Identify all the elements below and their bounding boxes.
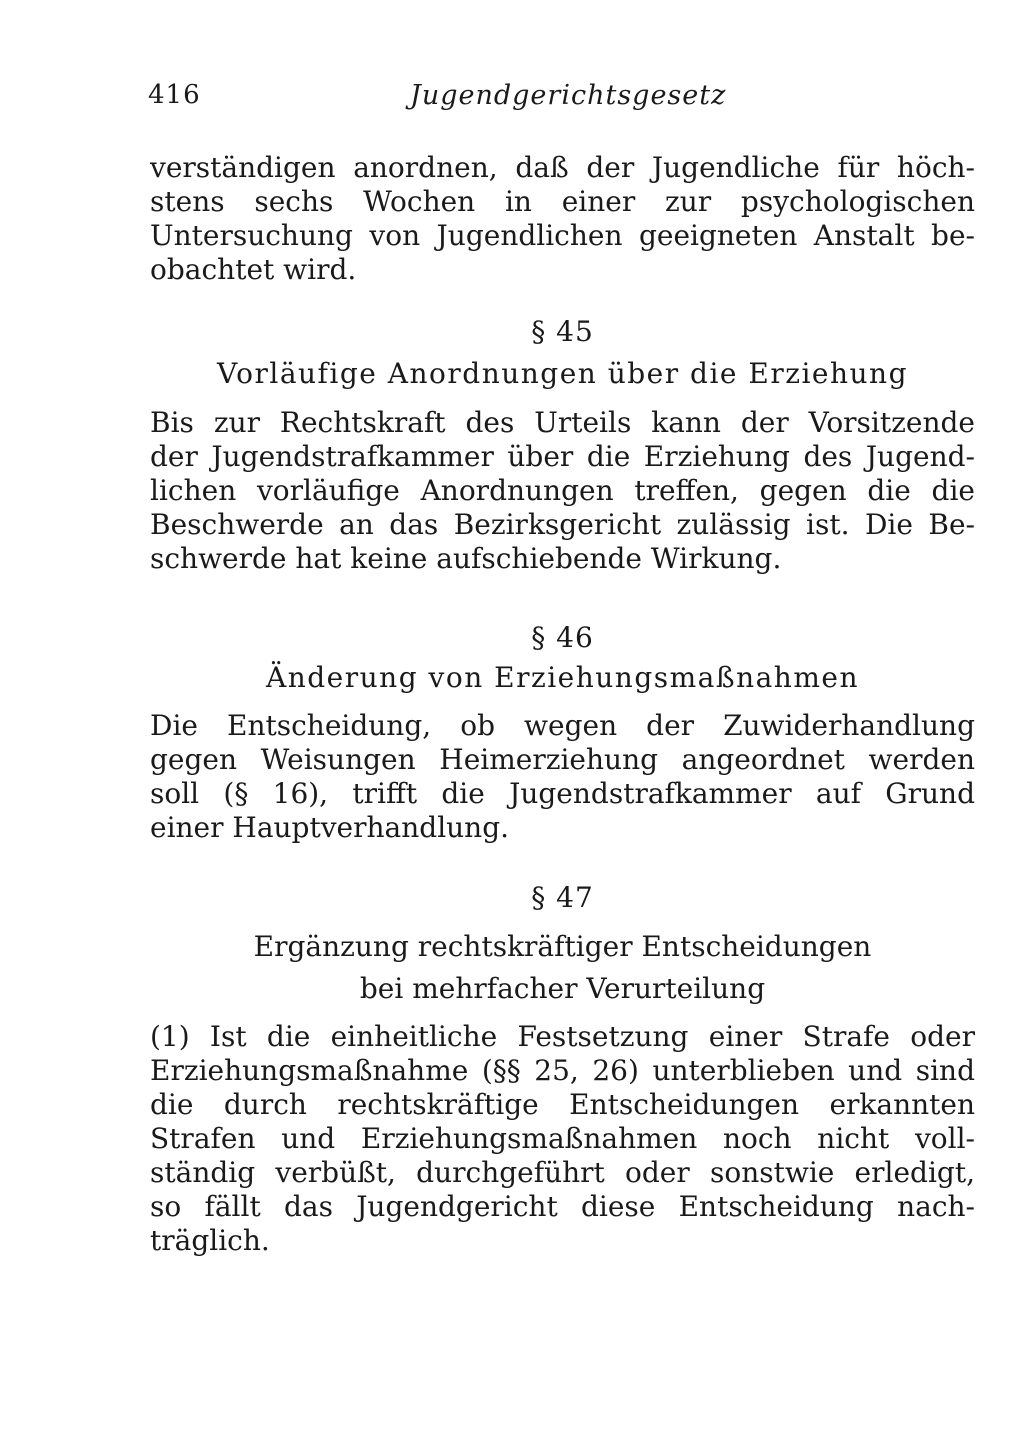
section-heading: Vorläufige Anordnungen über die Erziehung bbox=[216, 357, 909, 390]
paragraph-line: der Jugendstrafkammer über die Erziehung des Jugend- bbox=[150, 440, 975, 473]
section-heading: Änderung von Erziehungsmaßnahmen bbox=[266, 661, 859, 694]
paragraph-line: gegen Weisungen Heimerziehung angeordnet werden bbox=[150, 743, 975, 776]
paragraph-line: Strafen und Erziehungsmaßnahmen noch nicht voll- bbox=[150, 1122, 975, 1155]
running-title: Jugendgerichtsgesetz bbox=[410, 80, 727, 111]
intro-line: verständigen anordnen, daß der Jugendliche für höch- bbox=[150, 151, 975, 184]
paragraph-line: träglich. bbox=[150, 1224, 270, 1257]
paragraph-line: Bis zur Rechtskraft des Urteils kann der Vorsitzende bbox=[150, 406, 975, 439]
page-number: 416 bbox=[148, 80, 201, 110]
section-number: § 47 bbox=[531, 881, 594, 914]
paragraph-line: einer Hauptverhandlung. bbox=[150, 811, 510, 844]
paragraph-line: ständig verbüßt, durchgeführt oder sonstwie erledigt, bbox=[150, 1156, 975, 1189]
intro-line: stens sechs Wochen in einer zur psychologischen bbox=[150, 185, 975, 218]
paragraph-line: so fällt das Jugendgericht diese Entscheidung nach- bbox=[150, 1190, 975, 1223]
paragraph-line: schwerde hat keine aufschiebende Wirkung. bbox=[150, 542, 782, 575]
section-number: § 45 bbox=[531, 315, 594, 348]
paragraph-line: Die Entscheidung, ob wegen der Zuwiderhandlung bbox=[150, 709, 975, 742]
running-head bbox=[148, 80, 978, 120]
intro-line: obachtet wird. bbox=[150, 253, 357, 286]
section-heading: Ergänzung rechtskräftiger Entscheidungen bbox=[253, 930, 872, 963]
paragraph-line: die durch rechtskräftige Entscheidungen erkannten bbox=[150, 1088, 975, 1121]
section-number: § 46 bbox=[531, 621, 594, 654]
paragraph-line: (1) Ist die einheitliche Festsetzung einer Strafe oder bbox=[150, 1020, 975, 1053]
paragraph-line: soll (§ 16), trifft die Jugendstrafkammer auf Grund bbox=[150, 777, 975, 810]
paragraph-line: Erziehungsmaßnahme (§§ 25, 26) unterblieben und sind bbox=[150, 1054, 975, 1087]
paragraph-line: Beschwerde an das Bezirksgericht zulässig ist. Die Be- bbox=[150, 508, 975, 541]
section-heading: bei mehrfacher Verurteilung bbox=[359, 972, 766, 1005]
paragraph-line: lichen vorläufige Anordnungen treffen, gegen die die bbox=[150, 474, 975, 507]
intro-line: Untersuchung von Jugendlichen geeigneten Anstalt be- bbox=[150, 219, 975, 252]
